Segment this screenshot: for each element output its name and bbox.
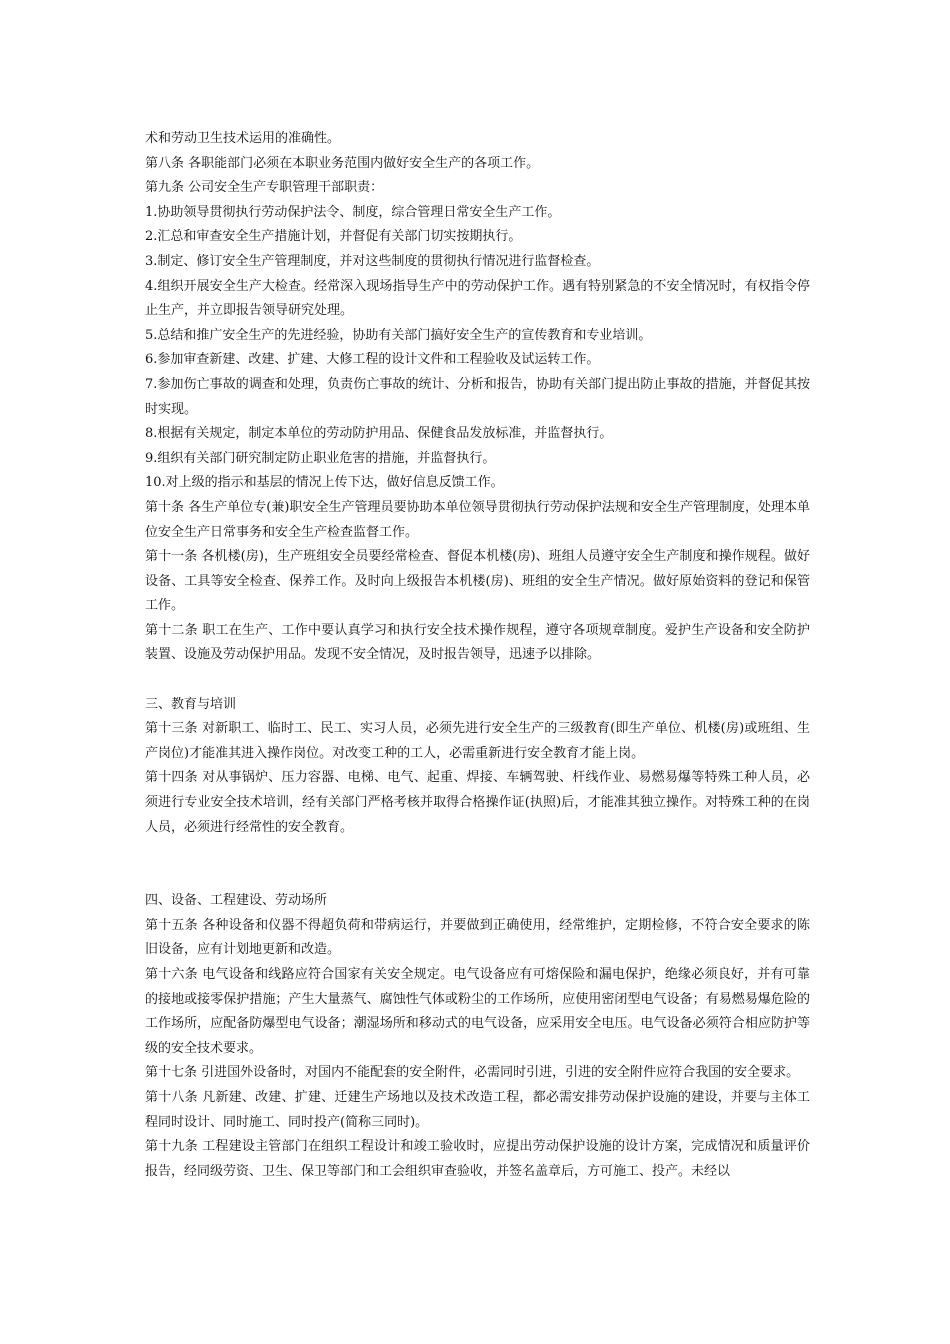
section-heading-3: 三、教育与培训 <box>145 696 237 712</box>
section-spacer <box>145 840 810 889</box>
article-17: 第十七条 引进国外设备时，对国内不能配套的安全附件，必需同时引进，引进的安全附件应符合我国的安全要求。 <box>145 1065 800 1081</box>
duty-item-7: 7.参加伤亡事故的调查和处理，负责伤亡事故的统计、分析和报告，协助有关部门提出防止事故的措施，并督促其按时实现。 <box>145 376 810 417</box>
duty-item-1: 1.协助领导贯彻执行劳动保护法令、制度，综合管理日常安全生产工作。 <box>145 204 561 220</box>
duty-item-3: 3.制定、修订安全生产管理制度，并对这些制度的贯彻执行情况进行监督检查。 <box>145 253 600 269</box>
article-9: 第九条 公司安全生产专职管理干部职责： <box>145 180 384 196</box>
document-body <box>145 127 810 1184</box>
duty-item-10: 10.对上级的指示和基层的情况上传下达，做好信息反馈工作。 <box>145 475 504 491</box>
section-spacer <box>145 668 810 693</box>
duty-item-5: 5.总结和推广安全生产的先进经验，协助有关部门搞好安全生产的宣传教育和专业培训。 <box>145 327 652 343</box>
duty-item-9: 9.组织有关部门研究制定防止职业危害的措施，并监督执行。 <box>145 450 496 466</box>
article-16: 第十六条 电气设备和线路应符合国家有关安全规定。电气设备应有可熔保险和漏电保护，绝缘必须良好，并有可靠的接地或接零保护措施；产生大量蒸气、腐蚀性气体或粉尘的工作场所，应使用密闭型电气设备；有易燃易爆危险的工作场所，应配备防爆型电气设备；潮湿场所和移动式的电气设备，应采用安全电压。电气设备必须符合相应防护等级的安全技术要求。 <box>145 967 810 1056</box>
article-10: 第十条 各生产单位专(兼)职安全生产管理员要协助本单位领导贯彻执行劳动保护法规和安全生产管理制度，处理本单位安全生产日常事务和安全生产检查监督工作。 <box>145 499 810 540</box>
article-19: 第十九条 工程建设主管部门在组织工程设计和竣工验收时，应提出劳动保护设施的设计方案，完成情况和质量评价报告，经同级劳资、卫生、保卫等部门和工会组织审查验收，并签名盖章后，方可施工、投产。未经以 <box>145 1139 810 1179</box>
duty-item-6: 6.参加审查新建、改建、扩建、大修工程的设计文件和工程验收及试运转工作。 <box>145 352 600 368</box>
article-18: 第十八条 凡新建、改建、扩建、迁建生产场地以及技术改造工程，都必需安排劳动保护设施的建设，并要与主体工程同时设计、同时施工、同时投产(简称三同时)。 <box>145 1089 810 1130</box>
article-15: 第十五条 各种设备和仪器不得超负荷和带病运行，并要做到正确使用，经常维护，定期检修，不符合安全要求的陈旧设备，应有计划地更新和改造。 <box>145 917 810 958</box>
section-heading-4: 四、设备、工程建设、劳动场所 <box>145 893 328 909</box>
article-13: 第十三条 对新职工、临时工、民工、实习人员，必须先进行安全生产的三级教育(即生产单位、机楼(房)或班组、生产岗位)才能准其进入操作岗位。对改变工种的工人，必需重新进行安全教育才能上岗。 <box>145 721 810 761</box>
duty-item-2: 2.汇总和审查安全生产措施计划，并督促有关部门切实按期执行。 <box>145 229 522 245</box>
article-12: 第十二条 职工在生产、工作中要认真学习和执行安全技术操作规程，遵守各项规章制度。爱护生产设备和安全防护装置、设施及劳动保护用品。发现不安全情况，及时报告领导，迅速予以排除。 <box>145 622 810 663</box>
article-11: 第十一条 各机楼(房)，生产班组安全员要经常检查、督促本机楼(房)、班组人员遵守安全生产制度和操作规程。做好设备、工具等安全检查、保养工作。及时向上级报告本机楼(房)、班组的安全生产情况。做好原始资料的登记和保管工作。 <box>145 549 810 614</box>
article-8: 第八条 各职能部门必须在本职业务范围内做好安全生产的各项工作。 <box>145 155 540 171</box>
duty-item-8: 8.根据有关规定，制定本单位的劳动防护用品、保健食品发放标准，并监督执行。 <box>145 426 613 442</box>
article-14: 第十四条 对从事锅炉、压力容器、电梯、电气、起重、焊接、车辆驾驶、杆线作业、易燃易爆等特殊工种人员，必须进行专业安全技术培训，经有关部门严格考核并取得合格操作证(执照)后，才能准其独立操作。对特殊工种的在岗人员，必须进行经常性的安全教育。 <box>145 770 810 835</box>
paragraph-continuation: 术和劳动卫生技术运用的准确性。 <box>145 131 341 146</box>
duty-item-4: 4.组织开展安全生产大检查。经常深入现场指导生产中的劳动保护工作。遇有特别紧急的不安全情况时，有权指令停止生产，并立即报告领导研究处理。 <box>145 278 810 319</box>
